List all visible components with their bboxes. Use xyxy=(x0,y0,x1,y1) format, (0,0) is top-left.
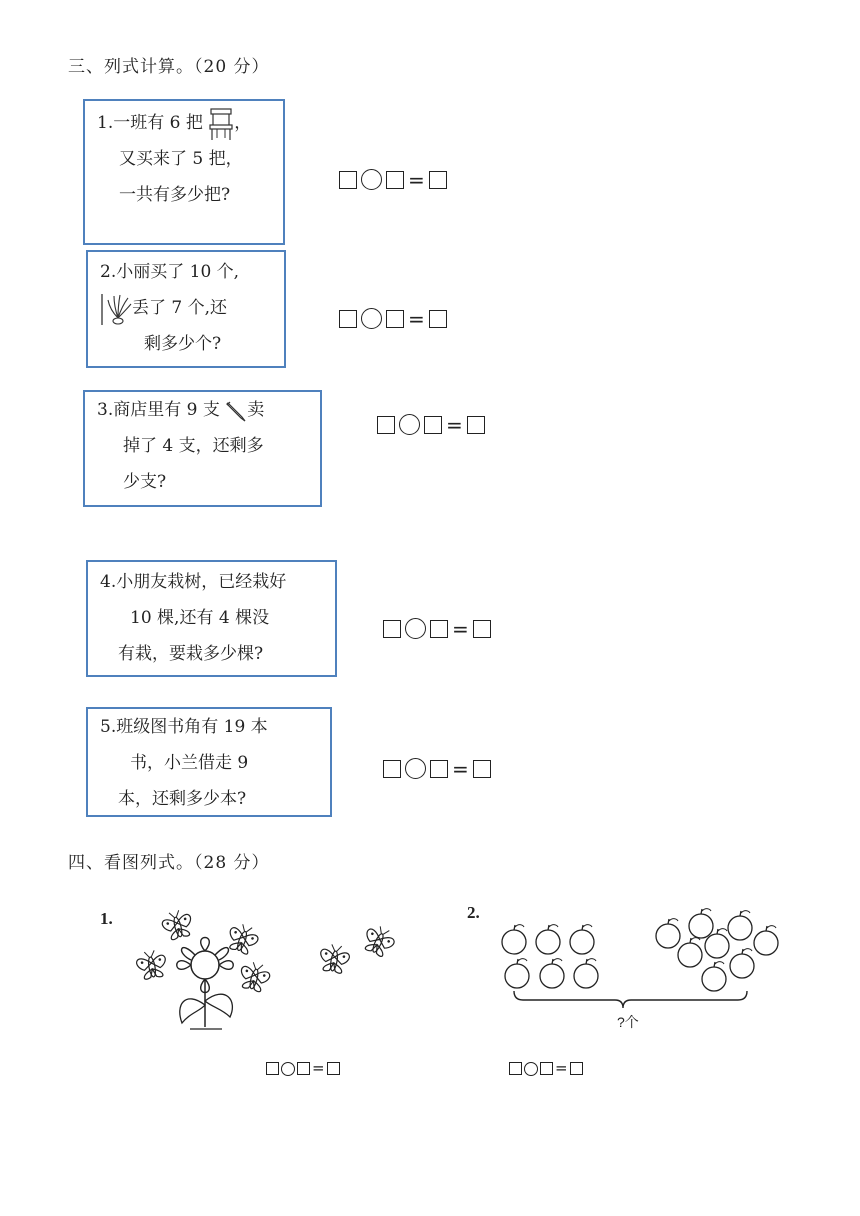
question-3-line-1: 3.商店里有 9 支 卖 xyxy=(97,400,265,420)
answer-box[interactable] xyxy=(386,171,404,189)
butterfly-icon xyxy=(225,921,261,956)
apple-icon xyxy=(705,929,729,958)
problem-number-2: 2. xyxy=(467,903,480,922)
operator-circle[interactable] xyxy=(361,308,382,329)
apple-icon xyxy=(678,938,702,967)
apple-icon xyxy=(728,911,752,940)
butterfly-icon xyxy=(318,943,351,975)
equals-sign: = xyxy=(312,1059,325,1077)
answer-box[interactable] xyxy=(339,310,357,328)
apple-icon xyxy=(702,962,726,991)
butterfly-icon xyxy=(135,949,168,981)
chair-icon xyxy=(208,107,234,141)
question-box-4 xyxy=(86,560,337,677)
apple-icon xyxy=(689,909,713,938)
answer-box[interactable] xyxy=(430,760,448,778)
question-3-line-2: 掉了 4 支，还剩多 xyxy=(123,436,264,456)
answer-box[interactable] xyxy=(429,171,447,189)
brace-label: ?个 xyxy=(617,1014,639,1030)
answer-box[interactable] xyxy=(383,760,401,778)
equation-5 xyxy=(383,758,491,779)
answer-box[interactable] xyxy=(467,416,485,434)
answer-box[interactable] xyxy=(386,310,404,328)
answer-box[interactable] xyxy=(430,620,448,638)
operator-circle[interactable] xyxy=(281,1062,295,1076)
operator-circle[interactable] xyxy=(524,1062,538,1076)
picture-equation-2 xyxy=(509,1061,583,1076)
question-box-1 xyxy=(83,99,285,245)
equals-sign: = xyxy=(408,167,425,192)
question-box-2 xyxy=(86,250,286,368)
equals-sign: = xyxy=(452,756,469,781)
question-5-line-3: 本，还剩多少本? xyxy=(118,789,247,809)
question-3-line-3: 少支? xyxy=(123,472,167,492)
operator-circle[interactable] xyxy=(405,758,426,779)
equation-2 xyxy=(339,308,447,329)
total-brace xyxy=(514,991,747,1008)
equals-sign: = xyxy=(555,1059,568,1077)
answer-box[interactable] xyxy=(339,171,357,189)
apple-icon xyxy=(502,925,526,954)
apple-icon xyxy=(574,959,598,988)
pinwheel-icon xyxy=(100,292,132,326)
equation-1 xyxy=(339,169,447,190)
answer-box[interactable] xyxy=(570,1062,583,1075)
flower-butterflies-picture xyxy=(130,905,410,1035)
operator-circle[interactable] xyxy=(405,618,426,639)
answer-box[interactable] xyxy=(377,416,395,434)
apple-icon xyxy=(505,959,529,988)
operator-circle[interactable] xyxy=(399,414,420,435)
question-5-line-1: 5.班级图书角有 19 本 xyxy=(100,717,268,737)
apple-icon xyxy=(754,926,778,955)
equals-sign: = xyxy=(408,306,425,331)
answer-box[interactable] xyxy=(383,620,401,638)
answer-box[interactable] xyxy=(327,1062,340,1075)
question-2-line-1: 2.小丽买了 10 个, xyxy=(100,262,240,282)
apple-icon xyxy=(656,919,680,948)
picture-equation-1 xyxy=(266,1061,340,1076)
apple-icon xyxy=(536,925,560,954)
apples-picture xyxy=(495,905,790,1030)
answer-box[interactable] xyxy=(509,1062,522,1075)
butterfly-icon xyxy=(237,960,272,994)
answer-box[interactable] xyxy=(540,1062,553,1075)
question-2-line-3: 剩多少个? xyxy=(144,334,222,354)
question-5-line-2: 书，小兰借走 9 xyxy=(130,753,249,773)
problem-number-1: 1. xyxy=(100,909,113,928)
question-4-line-1: 4.小朋友栽树，已经栽好 xyxy=(100,572,287,592)
apple-icon xyxy=(540,959,564,988)
question-4-line-3: 有栽，要栽多少棵? xyxy=(118,644,264,664)
section-title-picture-equation: 四、看图列式。（28 分） xyxy=(68,853,270,873)
answer-box[interactable] xyxy=(429,310,447,328)
operator-circle[interactable] xyxy=(361,169,382,190)
flower-icon xyxy=(177,938,234,1030)
question-1-line-2: 又买来了 5 把， xyxy=(119,149,243,169)
pencil-icon xyxy=(225,400,247,422)
apple-icon xyxy=(570,925,594,954)
equals-sign: = xyxy=(446,412,463,437)
question-2-line-2: 丢了 7 个,还 xyxy=(100,290,272,326)
apple-icon xyxy=(730,949,754,978)
question-1-line-1: 1.一班有 6 把 ， xyxy=(97,105,271,141)
answer-box[interactable] xyxy=(266,1062,279,1075)
answer-box[interactable] xyxy=(473,620,491,638)
answer-box[interactable] xyxy=(473,760,491,778)
section-title-calculation: 三、列式计算。（20 分） xyxy=(68,57,270,77)
equation-4 xyxy=(383,618,491,639)
answer-box[interactable] xyxy=(297,1062,310,1075)
answer-box[interactable] xyxy=(424,416,442,434)
question-4-line-2: 10 棵,还有 4 棵没 xyxy=(130,608,270,628)
question-box-5 xyxy=(86,707,332,817)
question-1-line-3: 一共有多少把? xyxy=(119,185,231,205)
equals-sign: = xyxy=(452,616,469,641)
question-box-3 xyxy=(83,390,322,507)
equation-3 xyxy=(377,414,485,435)
butterfly-icon xyxy=(360,922,398,959)
butterfly-icon xyxy=(160,908,195,942)
